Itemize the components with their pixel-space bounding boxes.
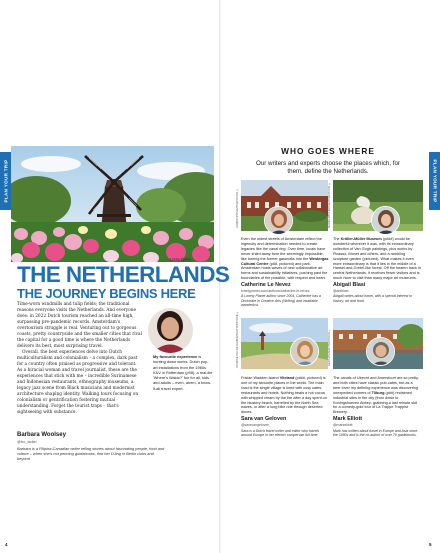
author-handle: @bo_ladiel bbox=[17, 439, 37, 444]
blurb-text: (p##) reclaimed industrial sites in the city (from down to Koningshoeven Abbey: grabbing a last minute slot for a comedy-gold tour of La Trappe Trappist Brewery. bbox=[333, 390, 418, 415]
blurb-text: (p##, pictured) and park. Amsterdam hosts waves of new collaborative art forms and sustainability initiatives, pushing past the boundaries of the possible, with respect and heart. bbox=[241, 261, 328, 281]
author-name: Barbara Woolsey bbox=[17, 432, 66, 438]
favourite-experience-box bbox=[153, 354, 213, 391]
contributor-handle: @abiblasi bbox=[333, 288, 349, 293]
blurb-text: (p###, pictured) is one of my favourite places in the world. The main road is the single village is lined with cosy cafes, restaurants and hotels. Nothing beats a hot cocoa with whipped cream by the fire after a day spent on the blustery beach, barrelled by the North Sea waves, or after a long bike ride through deserted dunes. bbox=[241, 376, 327, 415]
contributor-blurb bbox=[241, 376, 329, 415]
author-credit bbox=[17, 432, 213, 461]
contributor-name: Abigail Blasi bbox=[333, 282, 366, 289]
contributor-entry bbox=[333, 237, 421, 303]
contributor-entry bbox=[241, 376, 329, 437]
contributor-name: Mark Elliott bbox=[333, 416, 363, 423]
section-subtitle bbox=[223, 160, 433, 176]
contributor-entry bbox=[333, 376, 421, 437]
favourite-text: is hunting down works. Dutch pop-art installations from the 1960s K&V in Rotterdam (p98), a real-life 'Where's Waldo?' fun for all, kids and adults – even, ahem, a know-it-all travel expert. bbox=[153, 354, 213, 391]
blurb-text: The bbox=[333, 237, 341, 241]
section-tab-label: PLAN YOUR TRIP bbox=[432, 159, 437, 203]
page-number-left: 4 bbox=[5, 542, 8, 547]
page-title: THE NETHERLANDS bbox=[17, 262, 230, 287]
contributor-bio: A Lonely Planet author since 2004, Catherine has a Doctorate in Creative Arts (Writing) and insatiable wanderlust. bbox=[241, 294, 321, 308]
section-tab-label: PLAN YOUR TRIP bbox=[3, 159, 8, 203]
blurb-highlight: Kröller-Müller Museum bbox=[340, 237, 382, 241]
contributor-bio: Sara is a Dutch travel writer and editor who travels around Europe in her electric campervan full-time. bbox=[241, 428, 320, 437]
contributor-avatar bbox=[366, 337, 395, 366]
intro-paragraph: Overall, the best experiences delve into Dutch multiculturalism and colonialism – a complex, dark past for a country often praised as progressive and tolerant. As a biracial woman and travel journalist, these are the experiences that stick with me – incredible Surinamese and Indonesian restaurants, ethnography museums, a legacy jazz scene from Black musicians and modernist architecture shaping identity. Walking tours focusing on colonialism or gentrification fostering mutual understanding. Forget the tourist traps – that's sightseeing with substance. bbox=[17, 350, 139, 415]
favourite-heading: My favourite experience bbox=[153, 354, 198, 359]
contributor-avatar bbox=[290, 337, 319, 366]
contributor-avatar bbox=[264, 206, 293, 235]
contributor-handle: lonelyplanet.com/authors/catherine-le-nevez bbox=[241, 288, 310, 293]
blurb-highlight: Tilburg bbox=[371, 390, 385, 395]
contributor-avatar bbox=[371, 206, 400, 235]
section-subtitle-text: Our writers and experts choose the places which, for them, define the Netherlands. bbox=[255, 160, 401, 175]
blurb-text: (p###) would be wonderful wherever it was, with its extraordinary collection of Van Gogh paintings, plus works by Picasso, Monet and others, and a rambling sculpture garden (pictured). What makes it even more extraordinary is that it lies in the middle of a Hansel-and-Gretel-like forest. Off the beaten track in central Netherlands, it receives fewer visitors and is much nicer to visit than many major art museums. bbox=[333, 237, 421, 281]
contributor-blurb bbox=[241, 237, 329, 281]
contributor-blurb bbox=[333, 376, 421, 415]
blurb-text: Even the oldest streets of Amsterdam reflect the ingenuity and determination needed to create legacies like the canal ring. Over time, locals have never shied away from the seemingly impossible, like turning the former gasworks into the bbox=[241, 237, 326, 261]
section-title: WHO GOES WHERE bbox=[281, 146, 375, 156]
contributor-handle: @markelliott bbox=[333, 422, 353, 427]
photo-credit: GERTJAN/SHUTTERSTOCK © bbox=[328, 328, 331, 366]
author-bio: Barbara is a Filipina-Canadian writer telling stories about fascinating people, food and culture – when she's not penning guidebooks, find her DJing in Berlin clubs and beyond. bbox=[17, 446, 165, 461]
photo-credit: MAREN WINTER/SHUTTERSTOCK © bbox=[328, 182, 331, 228]
blurb-highlight: Westergas Cultural Centre bbox=[241, 256, 329, 266]
contributor-handle: @saravangeloven bbox=[241, 422, 270, 427]
contributor-name: Sara van Geloven bbox=[241, 416, 287, 423]
blurb-highlight: Vlieland bbox=[279, 376, 295, 380]
contributor-entry bbox=[241, 237, 329, 308]
blurb-text: The canals of Utrecht and Amersfoort are so pretty, and both cities have classic pub-cafes, but as a beer lover my defining experience was discovering unexpected corners of bbox=[333, 376, 419, 395]
page-subtitle: THE JOURNEY BEGINS HERE bbox=[17, 286, 196, 301]
hero-photo-windmill-tulips bbox=[11, 146, 214, 262]
hero-photo-credit: LIsse (p99) bbox=[170, 257, 191, 262]
photo-credit: ANDREYPS/SHUTTERSTOCK © bbox=[236, 188, 239, 228]
blurb-text: Frisian Wadden Island bbox=[241, 376, 280, 380]
page-number-right: 5 bbox=[429, 542, 432, 547]
contributor-blurb bbox=[333, 237, 421, 281]
section-tab-left bbox=[0, 152, 11, 210]
photo-credit: YASMINE VAN DE KAMER/SHUTTERSTOCK © bbox=[236, 310, 239, 368]
intro-paragraph: Time-worn windmills and tulip fields; the traditional reasons everyone visits the Netherlands. And everyone does: in 2022 Dutch tourism reached an all-time high, surpassing pre-pandemic records. Amsterdam's overtourism struggle is real. Venturing out to gorgeous coasts, pretty countryside and the smaller cities that rival the capital for a good time is where the Netherlands delivers its best, most surprising travel. bbox=[17, 302, 142, 349]
contributor-name: Catherine Le Nevez bbox=[241, 282, 291, 289]
contributor-bio: Mark has written about travel in Europe and Asia since the 1990s and is the co-author of over 70 guidebooks. bbox=[333, 428, 418, 437]
contributor-bio: Abigail writes about travel, with a special interest in history, art and food. bbox=[333, 294, 412, 303]
author-portrait bbox=[148, 308, 193, 353]
